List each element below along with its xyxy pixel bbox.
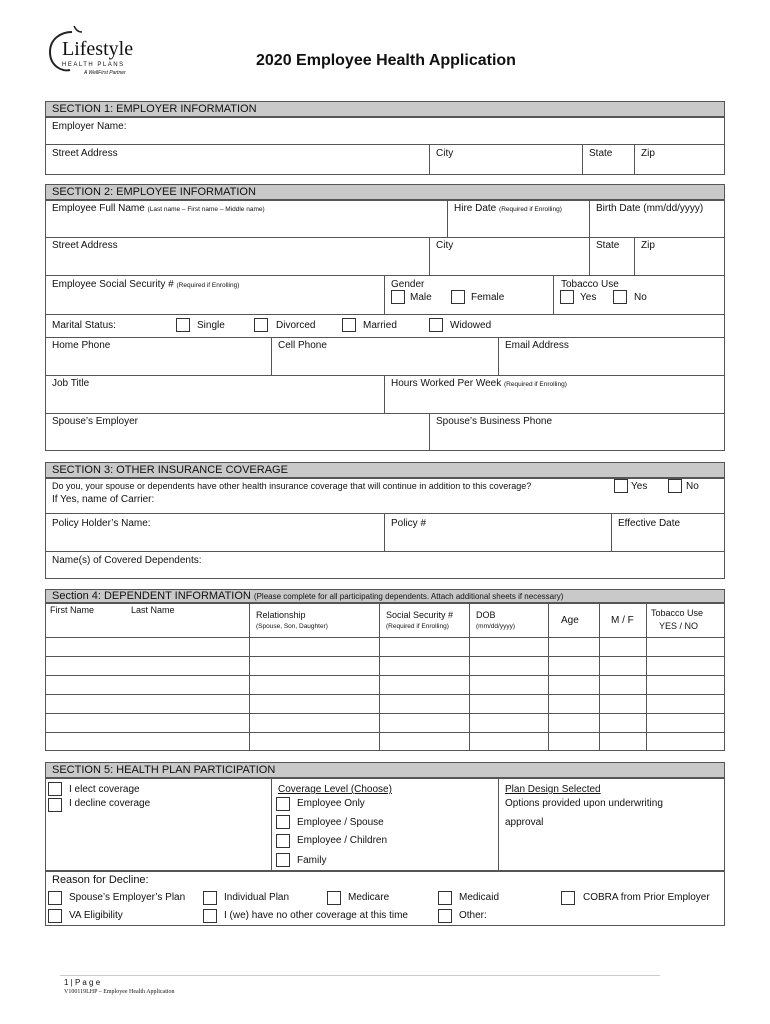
married-checkbox[interactable] xyxy=(342,318,356,332)
medicare-label: Medicare xyxy=(348,892,390,903)
home-phone-label: Home Phone xyxy=(52,340,111,351)
dep-dob-note: (mm/dd/yyyy) xyxy=(476,623,515,630)
spouse-plan-label: Spouse’s Employer’s Plan xyxy=(69,892,186,903)
employee-street-label: Street Address xyxy=(52,240,118,251)
medicaid-label: Medicaid xyxy=(459,892,500,903)
employee-zip-label: Zip xyxy=(641,240,655,251)
effective-date-label: Effective Date xyxy=(618,518,681,529)
employer-street-label: Street Address xyxy=(52,148,118,159)
spouse-plan-checkbox[interactable] xyxy=(48,891,62,905)
family-label: Family xyxy=(297,855,327,866)
dep-ssn-note: (Required if Enrolling) xyxy=(386,623,449,630)
employer-city-label: City xyxy=(436,148,454,159)
individual-plan-checkbox[interactable] xyxy=(203,891,217,905)
other-coverage-no-checkbox[interactable] xyxy=(668,479,682,493)
male-checkbox[interactable] xyxy=(391,290,405,304)
decline-coverage-checkbox[interactable] xyxy=(48,798,62,812)
reason-decline-label: Reason for Decline: xyxy=(52,874,149,886)
va-checkbox[interactable] xyxy=(48,909,62,923)
dep-last-name-header: Last Name xyxy=(131,605,175,615)
employee-children-checkbox[interactable] xyxy=(276,834,290,848)
no-other-coverage-checkbox[interactable] xyxy=(203,909,217,923)
widowed-label: Widowed xyxy=(450,320,492,331)
logo-sub: HEALTH PLANS xyxy=(62,62,125,68)
ssn-label: Employee Social Security # (Required if Enrolling) xyxy=(52,279,240,290)
carrier-label: If Yes, name of Carrier: xyxy=(52,494,155,505)
other-coverage-no-label: No xyxy=(686,481,699,492)
employee-children-label: Employee / Children xyxy=(297,835,388,846)
tobacco-yes-label: Yes xyxy=(580,292,597,303)
other-coverage-yes-checkbox[interactable] xyxy=(614,479,628,493)
other-coverage-yes-label: Yes xyxy=(631,481,648,492)
tobacco-label: Tobacco Use xyxy=(561,279,619,290)
hire-date-label: Hire Date (Required if Enrolling) xyxy=(454,203,562,214)
employee-city-label: City xyxy=(436,240,454,251)
dep-ssn-header: Social Security # xyxy=(386,610,454,620)
page-title: 2020 Employee Health Application xyxy=(256,52,516,69)
spouse-phone-label: Spouse’s Business Phone xyxy=(436,416,553,427)
section1-box xyxy=(45,117,725,175)
dep-age-header: Age xyxy=(561,615,579,626)
dep-dob-header: DOB xyxy=(476,610,496,620)
plan-design-label: Plan Design Selected xyxy=(505,784,601,795)
other-coverage-question: Do you, your spouse or dependents have other health insurance coverage that will continue in addition to this coverage? xyxy=(52,481,532,491)
employee-full-name-label: Employee Full Name (Last name – First name – Middle name) xyxy=(52,203,265,214)
medicaid-checkbox[interactable] xyxy=(438,891,452,905)
logo-name: Lifestyle xyxy=(62,38,134,60)
male-label: Male xyxy=(410,292,432,303)
tobacco-no-label: No xyxy=(634,292,647,303)
plan-note-1: Options provided upon underwriting xyxy=(505,798,663,809)
policy-number-label: Policy # xyxy=(391,518,427,529)
employer-state-label: State xyxy=(589,148,613,159)
dep-tobacco-yn: YES / NO xyxy=(659,621,699,631)
decline-coverage-label: I decline coverage xyxy=(69,798,151,809)
single-label: Single xyxy=(197,320,225,331)
section3-header: SECTION 3: OTHER INSURANCE COVERAGE xyxy=(45,462,725,478)
section1-header: SECTION 1: EMPLOYER INFORMATION xyxy=(45,101,725,117)
employer-name-label: Employer Name: xyxy=(52,121,127,132)
section4-header: Section 4: DEPENDENT INFORMATION (Please complete for all participating dependents. Attach additional sheets if necessary) xyxy=(45,589,725,603)
elect-coverage-checkbox[interactable] xyxy=(48,782,62,796)
section5-header: SECTION 5: HEALTH PLAN PARTICIPATION xyxy=(45,762,725,778)
employer-zip-label: Zip xyxy=(641,148,655,159)
no-other-coverage-label: I (we) have no other coverage at this time xyxy=(224,910,408,921)
tobacco-yes-checkbox[interactable] xyxy=(560,290,574,304)
page-number: 1 | P a g e xyxy=(64,978,101,987)
dep-tobacco-header: Tobacco Use xyxy=(651,608,704,618)
employee-only-checkbox[interactable] xyxy=(276,797,290,811)
other-reason-checkbox[interactable] xyxy=(438,909,452,923)
gender-label: Gender xyxy=(391,279,425,290)
spouse-employer-label: Spouse’s Employer xyxy=(52,416,138,427)
coverage-level-label: Coverage Level (Choose) xyxy=(278,784,392,795)
dep-relationship-header: Relationship xyxy=(256,610,306,620)
cobra-checkbox[interactable] xyxy=(561,891,575,905)
dep-relationship-note: (Spouse, Son, Daughter) xyxy=(256,623,328,630)
footer-code: V100119LHP – Employee Health Application xyxy=(64,989,175,995)
employee-spouse-checkbox[interactable] xyxy=(276,815,290,829)
dep-first-name-header: First Name xyxy=(50,605,95,615)
elect-coverage-label: I elect coverage xyxy=(69,784,140,795)
plan-note-2: approval xyxy=(505,817,544,828)
divorced-checkbox[interactable] xyxy=(254,318,268,332)
employee-state-label: State xyxy=(596,240,620,251)
divorced-label: Divorced xyxy=(276,320,316,331)
email-label: Email Address xyxy=(505,340,569,351)
section2-header: SECTION 2: EMPLOYEE INFORMATION xyxy=(45,184,725,200)
tobacco-no-checkbox[interactable] xyxy=(613,290,627,304)
other-reason-label: Other: xyxy=(459,910,487,921)
widowed-checkbox[interactable] xyxy=(429,318,443,332)
individual-plan-label: Individual Plan xyxy=(224,892,290,903)
cobra-label: COBRA from Prior Employer xyxy=(583,892,710,903)
policy-holder-label: Policy Holder’s Name: xyxy=(52,518,151,529)
dep-mf-header: M / F xyxy=(611,615,634,626)
female-label: Female xyxy=(471,292,505,303)
female-checkbox[interactable] xyxy=(451,290,465,304)
family-checkbox[interactable] xyxy=(276,853,290,867)
logo xyxy=(44,24,144,80)
va-label: VA Eligibility xyxy=(69,910,123,921)
employee-only-label: Employee Only xyxy=(297,798,365,809)
single-checkbox[interactable] xyxy=(176,318,190,332)
medicare-checkbox[interactable] xyxy=(327,891,341,905)
covered-dependents-label: Name(s) of Covered Dependents: xyxy=(52,555,202,566)
cell-phone-label: Cell Phone xyxy=(278,340,327,351)
marital-status-label: Marital Status: xyxy=(52,320,116,331)
hours-label: Hours Worked Per Week (Required if Enrolling) xyxy=(391,378,567,389)
employee-spouse-label: Employee / Spouse xyxy=(297,817,384,828)
job-title-label: Job Title xyxy=(52,378,90,389)
logo-tag: A WellFirst Partner xyxy=(84,70,126,76)
married-label: Married xyxy=(363,320,397,331)
birth-date-label: Birth Date (mm/dd/yyyy) xyxy=(596,203,704,214)
